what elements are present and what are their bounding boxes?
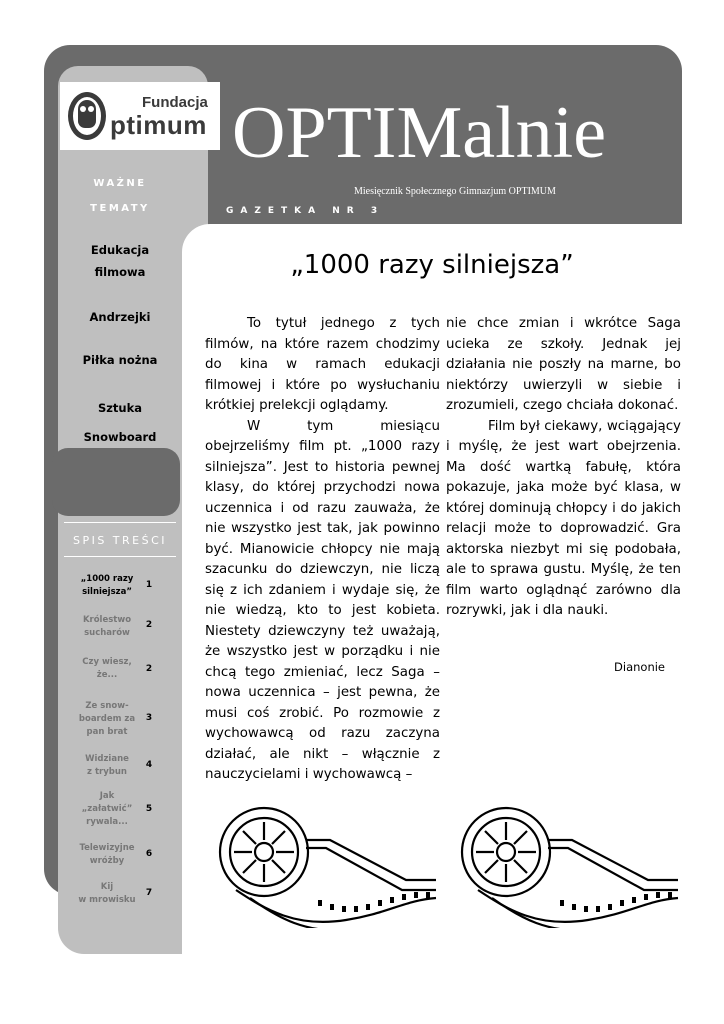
film-reel-icon [206,800,438,928]
toc-item-line: z trybun [87,767,127,777]
toc-item-line: pan brat [86,727,128,737]
toc-page-3: 2 [145,664,153,674]
article-paragraph: nie chce zmian i wkrótce Saga ucieka ze szkoły. Jednak jej działania nie poszły na marne, bo niektórzy uwierzyli w siebie i zrozumieli, czego chciała dokonać. [446,316,681,413]
topic-sztuka[interactable]: Sztuka [97,401,143,415]
toc-item-line: że... [96,670,118,680]
topic-filmowa[interactable]: filmowa [94,265,146,279]
issue-number: GAZETKA NR 3 [226,206,385,216]
toc-item-line: w mrowisku [78,895,136,905]
article-paragraph: To tytuł jednego z tych filmów, na które razem chodzimy do kina w ramach edukacji filmowej i które po wysłuchaniu krótkiej prelekcji oglądamy. [205,316,440,413]
film-reel-icon [448,800,680,928]
logo-line-2: ptimum [110,110,207,140]
toc-page-2: 2 [145,620,153,630]
toc-item-line: „załatwić” [81,804,133,814]
toc-item-6[interactable] [72,790,142,829]
article-column-right [446,314,681,622]
toc-item-line: rywala... [86,817,128,827]
toc-bottom-rule [64,556,176,557]
toc-item-4[interactable] [72,700,142,739]
article-author: Dianonie [614,660,665,674]
toc-item-line: Jak [99,791,115,801]
article-column-left [205,314,440,786]
toc-item-8[interactable] [72,881,142,907]
toc-item-3[interactable] [72,656,142,682]
toc-item-line: boardem za [78,714,136,724]
toc-item-line: Telewizyjne [79,843,135,853]
owl-icon [78,100,96,128]
toc-item-line: „1000 razy [80,574,134,584]
toc-item-line: Kij [100,882,114,892]
toc-page-7: 6 [145,849,153,859]
toc-page-5: 4 [145,760,153,770]
toc-item-line: Ze snow- [85,701,129,711]
article-headline: „1000 razy silniejsza” [290,250,574,280]
toc-page-6: 5 [145,804,153,814]
topic-edukacja[interactable]: Edukacja [90,243,150,257]
toc-item-line: Czy wiesz, [82,657,132,667]
sidebar-divider-block [52,448,180,516]
toc-page-8: 7 [145,888,153,898]
toc-page-4: 3 [145,713,153,723]
logo-line-1: Fundacja [142,94,208,111]
fundacja-optimum-logo [60,82,220,150]
toc-heading: SPIS TREŚCI [72,534,168,547]
toc-item-line: wróżby [89,856,125,866]
article-paragraph: W tym miesiącu obejrzeliśmy film pt. „1000 razy silniejsza”. Jest to historia pewnej klasy, do której przychodzi nowa uczennica i od razu zauważa, że nie wszystko jest tak, jak powinno być. Mianowicie chłopcy nie mają szacunku do dziewczyn, nie liczą się z ich zdaniem i wydaje się, że nie wiedzą, kto to jest kobieta. Niestety dziewczyny też uważają, że wszystko jest w porządku i nie chcą tego zmieniać, lecz Saga – nowa uczennica – jest pewna, że musi coś zrobić. Po rozmowie z wychowawcą od razu zaczyna działać, ale nikt – włącznie z nauczycielami i wychowawcą – [205,418,440,782]
toc-item-line: silniejsza” [82,587,132,597]
topic-pilka-nozna[interactable]: Piłka nożna [82,353,158,367]
toc-item-2[interactable] [72,614,142,640]
toc-item-1[interactable] [72,573,142,599]
toc-item-line: Królestwo [82,615,132,625]
topic-snowboard[interactable]: Snowboard [83,430,157,444]
important-heading-line-2: TEMATY [90,203,150,214]
toc-item-line: sucharów [84,628,130,638]
important-heading-line-1: WAŻNE [93,178,147,189]
toc-item-7[interactable] [72,842,142,868]
toc-item-line: Widziane [85,754,129,764]
toc-top-rule [64,522,176,523]
toc-item-5[interactable] [72,753,142,779]
topic-andrzejki[interactable]: Andrzejki [89,310,151,324]
newsletter-title: OPTIMalnie [232,92,607,174]
article-paragraph: Film był ciekawy, wciągający i myślę, że jest wart obejrzenia. Ma dość wartką fabułę, która pokazuje, jaka może być klasa, w której dominują chłopcy i do jakich relacji może to doprowadzić. Gra aktorska niezbyt mi się podobała, ale to sprawa gustu. Myślę, że ten film warto oglądnąć zarówno dla rozrywki, jak i dla nauki. [446,418,681,618]
toc-page-1: 1 [145,580,153,590]
newsletter-subtitle: Miesięcznik Społecznego Gimnazjum OPTIMUM [354,186,556,197]
